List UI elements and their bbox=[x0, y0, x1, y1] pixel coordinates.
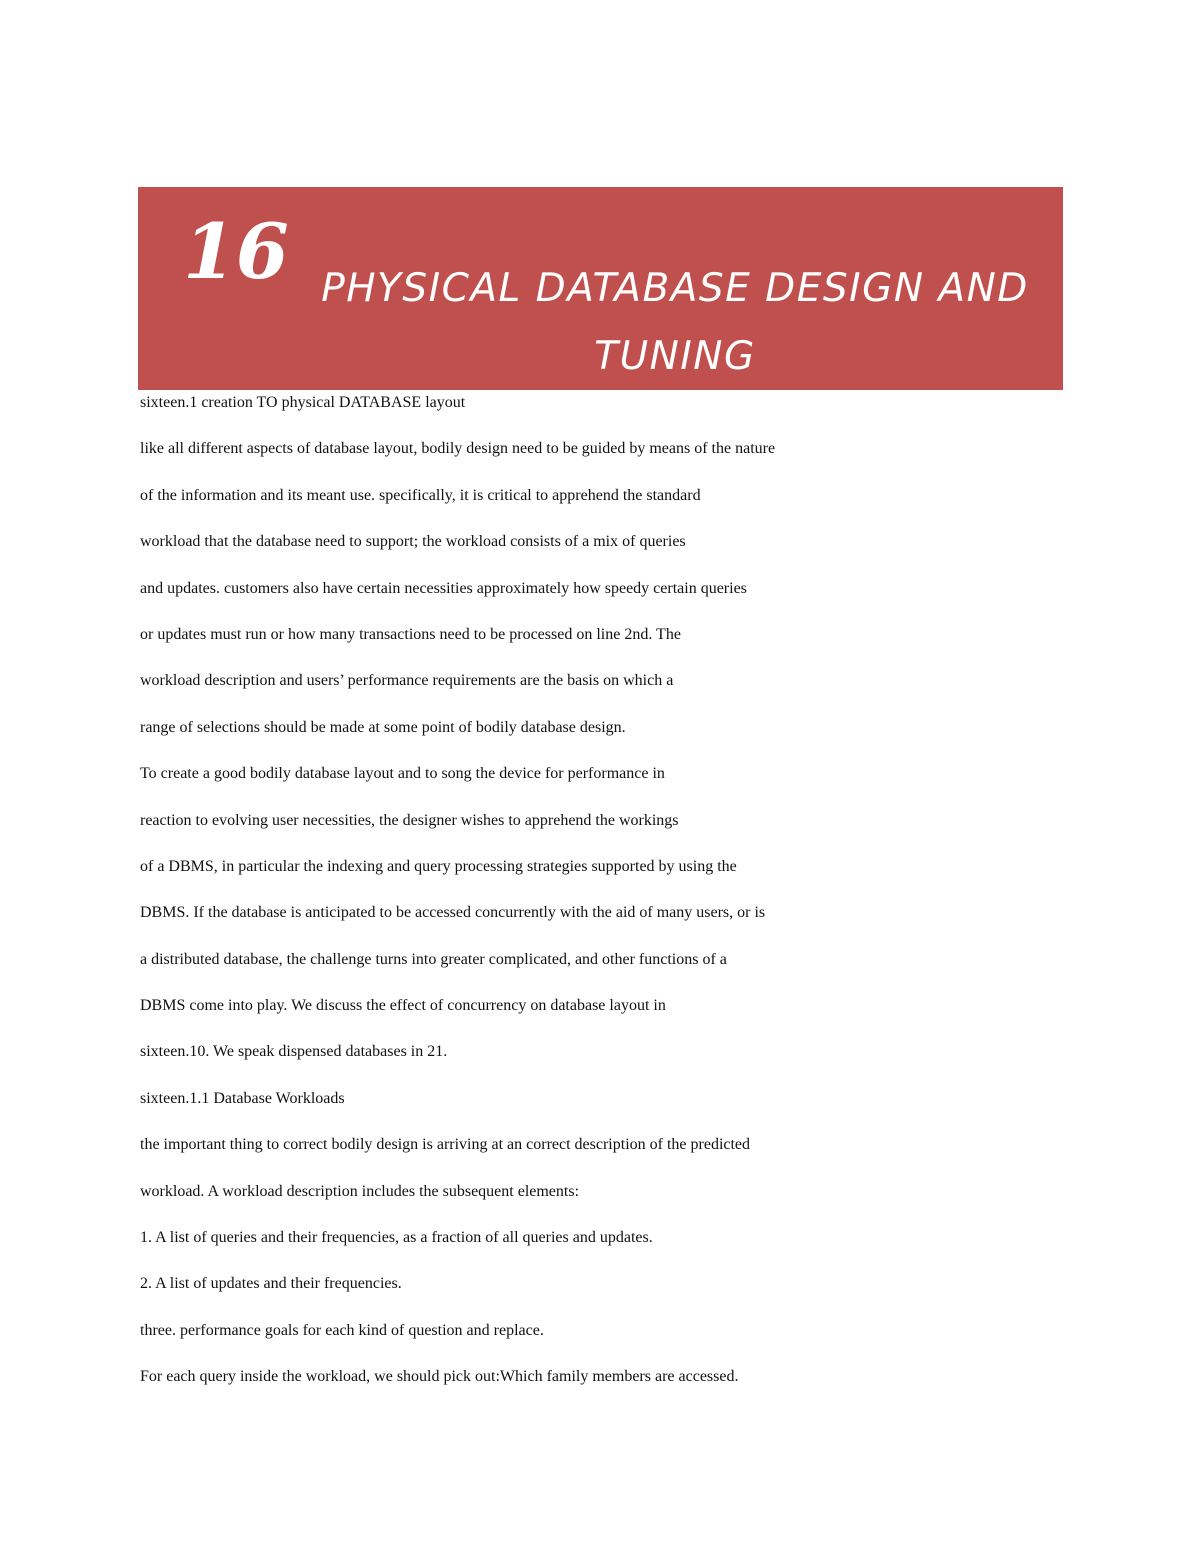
list-item: 1. A list of queries and their frequencies, as a fraction of all queries and updates. bbox=[140, 1229, 653, 1247]
body-text bbox=[140, 393, 1040, 1414]
text-line: a distributed database, the challenge turns into greater complicated, and other functions of a bbox=[140, 950, 727, 968]
text-line: workload. A workload description includes the subsequent elements: bbox=[140, 1182, 580, 1200]
list-item: three. performance goals for each kind of question and replace. bbox=[140, 1321, 544, 1339]
text-line: To create a good bodily database layout and to song the device for performance in bbox=[140, 765, 665, 783]
text-line: For each query inside the workload, we should pick out:Which family members are accessed. bbox=[140, 1368, 739, 1386]
chapter-title: PHYSICAL DATABASE DESIGN AND TUNING bbox=[321, 266, 1029, 379]
text-line: and updates. customers also have certain necessities approximately how speedy certain queries bbox=[140, 579, 747, 597]
text-line: of a DBMS, in particular the indexing and query processing strategies supported by using the bbox=[140, 857, 737, 875]
section-heading: sixteen.1 creation TO physical DATABASE layout bbox=[140, 394, 466, 411]
text-line: workload that the database need to support; the workload consists of a mix of queries bbox=[140, 533, 686, 551]
text-line: or updates must run or how many transactions need to be processed on line 2nd. The bbox=[140, 625, 681, 643]
chapter-number: 16 bbox=[183, 207, 289, 296]
text-line: reaction to evolving user necessities, the designer wishes to apprehend the workings bbox=[140, 811, 679, 829]
text-line: range of selections should be made at some point of bodily database design. bbox=[140, 718, 626, 736]
text-line: the important thing to correct bodily design is arriving at an correct description of the predicted bbox=[140, 1136, 751, 1154]
list-item: 2. A list of updates and their frequencies. bbox=[140, 1275, 402, 1293]
text-line: workload description and users’ performance requirements are the basis on which a bbox=[140, 672, 674, 690]
subsection-heading: sixteen.1.1 Database Workloads bbox=[140, 1089, 345, 1107]
text-line: of the information and its meant use. specifically, it is critical to apprehend the standard bbox=[140, 486, 701, 504]
text-line: like all different aspects of database layout, bodily design need to be guided by means of the nature bbox=[140, 440, 776, 458]
text-line: DBMS come into play. We discuss the effect of concurrency on database layout in bbox=[140, 997, 666, 1015]
text-line: DBMS. If the database is anticipated to be accessed concurrently with the aid of many users, or is bbox=[140, 904, 766, 922]
text-line: sixteen.10. We speak dispensed databases in 21. bbox=[140, 1043, 448, 1061]
